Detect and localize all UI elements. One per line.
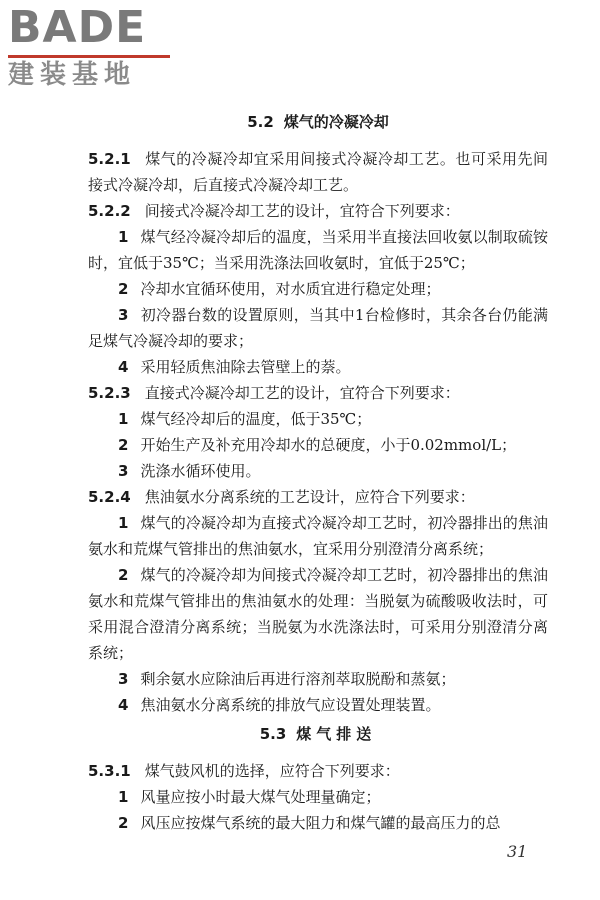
clause-paragraph: 5.3.1 煤气鼓风机的选择，应符合下列要求： — [88, 762, 400, 780]
list-item: 2 风压应按煤气系统的最大阻力和煤气罐的最高压力的总 — [118, 814, 501, 832]
list-item: 1 煤气的冷凝冷却为直接式冷凝冷却工艺时，初冷器排出的焦油氨水和荒煤气管排出的焦油氨水，宜采用分别澄清分离系统； — [88, 514, 548, 558]
page-content — [88, 110, 548, 836]
clause-paragraph: 5.2.3 直接式冷凝冷却工艺的设计，宜符合下列要求： — [88, 384, 460, 402]
logo-wordmark: BADE — [8, 2, 147, 53]
list-item: 2 冷却水宜循环使用，对水质宜进行稳定处理； — [118, 280, 441, 298]
list-item: 2 开始生产及补充用冷却水的总硬度，小于0.02mmol/L； — [118, 436, 517, 454]
list-item: 2 煤气的冷凝冷却为间接式冷凝冷却工艺时，初冷器排出的焦油氨水和荒煤气管排出的焦油氨水的处理：当脱氨为硫酸吸收法时，可采用混合澄清分离系统；当脱氨为水洗涤法时，可采用分别澄清分离系统； — [88, 566, 548, 662]
clause-paragraph: 5.2.2 间接式冷凝冷却工艺的设计，宜符合下列要求： — [88, 202, 460, 220]
list-item: 1 煤气经冷凝冷却后的温度，当采用半直接法回收氨以制取硫铵时，宜低于35℃；当采用洗涤法回收氨时，宜低于25℃； — [88, 228, 548, 272]
bade-logo — [8, 4, 178, 90]
list-item: 4 采用轻质焦油除去管壁上的萘。 — [118, 358, 351, 376]
section-title: 5.3 煤气排送 — [259, 725, 377, 743]
list-item: 1 风量应按小时最大煤气处理量确定； — [118, 788, 381, 806]
page-number: 31 — [507, 842, 528, 861]
list-item: 3 洗涤水循环使用。 — [118, 462, 261, 480]
logo-rule — [8, 55, 170, 58]
list-item: 3 剩余氨水应除油后再进行溶剂萃取脱酚和蒸氨； — [118, 670, 456, 688]
list-item: 3 初冷器台数的设置原则，当其中1台检修时，其余各台仍能满足煤气冷凝冷却的要求； — [88, 306, 548, 350]
clause-paragraph: 5.2.1 煤气的冷凝冷却宜采用间接式冷凝冷却工艺。也可采用先间接式冷凝冷却，后直接式冷凝冷却工艺。 — [88, 150, 548, 194]
section-title: 5.2 煤气的冷凝冷却 — [247, 113, 389, 131]
logo-subtitle: 建装基地 — [8, 60, 137, 90]
list-item: 4 焦油氨水分离系统的排放气应设置处理装置。 — [118, 696, 441, 714]
clause-paragraph: 5.2.4 焦油氨水分离系统的工艺设计，应符合下列要求： — [88, 488, 475, 506]
list-item: 1 煤气经冷却后的温度，低于35℃； — [118, 410, 372, 428]
